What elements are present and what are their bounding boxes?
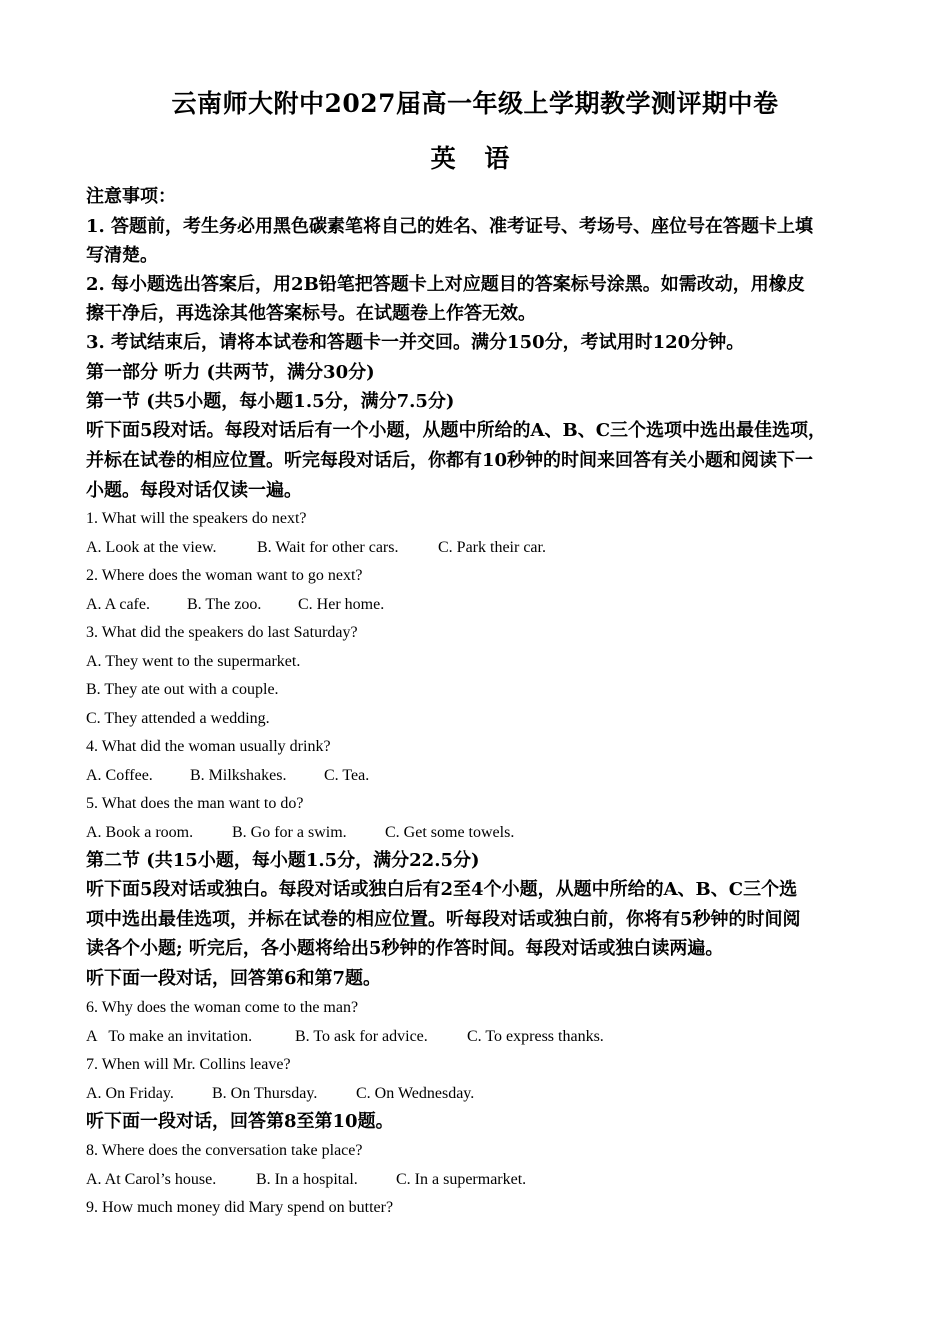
section1-instruction-line-1: 听下面5段对话。每段对话后有一个小题，从题中所给的A、B、C三个选项中选出最佳选项， xyxy=(86,420,827,441)
question-4-stem: 4. What did the woman usually drink? xyxy=(86,738,331,755)
question-5-stem: 5. What does the man want to do? xyxy=(86,795,304,812)
question-3-option-c: C. They attended a wedding. xyxy=(86,710,270,727)
notice-heading: 注意事项： xyxy=(86,186,176,207)
question-3-stem: 3. What did the speakers do last Saturday? xyxy=(86,624,358,641)
question-8-stem: 8. Where does the conversation take place? xyxy=(86,1142,363,1159)
question-8-option-a: A. At Carol’s house. xyxy=(86,1171,217,1188)
question-9-stem: 9. How much money did Mary spend on butter? xyxy=(86,1199,394,1216)
question-3-option-a: A. They went to the supermarket. xyxy=(86,653,301,670)
question-8-option-c: C. In a supermarket. xyxy=(396,1171,527,1188)
question-2-option-b: B. The zoo. xyxy=(187,596,262,613)
question-5-option-b: B. Go for a swim. xyxy=(232,824,347,841)
exam-title: 云南师大附中2027届高一年级上学期教学测评期中卷 xyxy=(171,89,779,118)
section2-heading: 第二节 (共15小题，每小题1.5分，满分22.5分) xyxy=(86,850,480,871)
question-6-stem: 6. Why does the woman come to the man? xyxy=(86,999,359,1016)
section2-instruction-line-2: 项中选出最佳选项，并标在试卷的相应位置。听每段对话或独白前，你将有5秒钟的时间阅 xyxy=(86,909,801,930)
question-6-option-b: B. To ask for advice. xyxy=(295,1028,428,1045)
question-2-stem: 2. Where does the woman want to go next? xyxy=(86,567,363,584)
part1-heading: 第一部分 听力 (共两节，满分30分) xyxy=(86,362,375,383)
group-1-heading: 听下面一段对话，回答第6和第7题。 xyxy=(86,968,382,989)
question-1-option-a: A. Look at the view. xyxy=(86,539,217,556)
question-7-option-a: A. On Friday. xyxy=(86,1085,174,1102)
notice-item-1-line-2: 写清楚。 xyxy=(86,245,158,266)
question-1-stem: 1. What will the speakers do next? xyxy=(86,510,307,527)
notice-item-2-line-2: 擦干净后，再选涂其他答案标号。在试题卷上作答无效。 xyxy=(86,303,536,324)
question-1-option-b: B. Wait for other cars. xyxy=(257,539,399,556)
question-4-option-b: B. Milkshakes. xyxy=(190,767,287,784)
subject-title: 英 语 xyxy=(430,144,520,173)
question-7-option-b: B. On Thursday. xyxy=(212,1085,318,1102)
question-5-option-a: A. Book a room. xyxy=(86,824,194,841)
notice-item-2-line-1: 2. 每小题选出答案后，用2B铅笔把答题卡上对应题目的答案标号涂黑。如需改动，用橡皮 xyxy=(86,274,805,295)
question-5-option-c: C. Get some towels. xyxy=(385,824,515,841)
question-7-option-c: C. On Wednesday. xyxy=(356,1085,475,1102)
question-8-option-b: B. In a hospital. xyxy=(256,1171,358,1188)
question-3-option-b: B. They ate out with a couple. xyxy=(86,681,279,698)
question-7-stem: 7. When will Mr. Collins leave? xyxy=(86,1056,291,1073)
question-2-option-c: C. Her home. xyxy=(298,596,385,613)
question-4-option-c: C. Tea. xyxy=(324,767,370,784)
notice-item-1-line-1: 1. 答题前，考生务必用黑色碳素笔将自己的姓名、准考证号、考场号、座位号在答题卡上填 xyxy=(86,216,814,237)
group-2-heading: 听下面一段对话，回答第8至第10题。 xyxy=(86,1111,394,1132)
question-1-option-c: C. Park their car. xyxy=(438,539,546,556)
question-4-option-a: A. Coffee. xyxy=(86,767,153,784)
question-6-option-a: A To make an invitation. xyxy=(86,1028,253,1045)
section2-instruction-line-1: 听下面5段对话或独白。每段对话或独白后有2至4个小题，从题中所给的A、B、C三个选 xyxy=(86,879,798,900)
section1-instruction-line-3: 小题。每段对话仅读一遍。 xyxy=(86,480,302,501)
section2-instruction-line-3: 读各个小题; 听完后，各小题将给出5秒钟的作答时间。每段对话或独白读两遍。 xyxy=(86,938,724,959)
question-2-option-a: A. A cafe. xyxy=(86,596,150,613)
section1-heading: 第一节 (共5小题，每小题1.5分，满分7.5分) xyxy=(86,391,455,412)
notice-item-3: 3. 考试结束后，请将本试卷和答题卡一并交回。满分150分，考试用时120分钟。 xyxy=(86,332,745,353)
question-6-option-c: C. To express thanks. xyxy=(467,1028,604,1045)
section1-instruction-line-2: 并标在试卷的相应位置。听完每段对话后，你都有10秒钟的时间来回答有关小题和阅读下一 xyxy=(86,450,814,471)
